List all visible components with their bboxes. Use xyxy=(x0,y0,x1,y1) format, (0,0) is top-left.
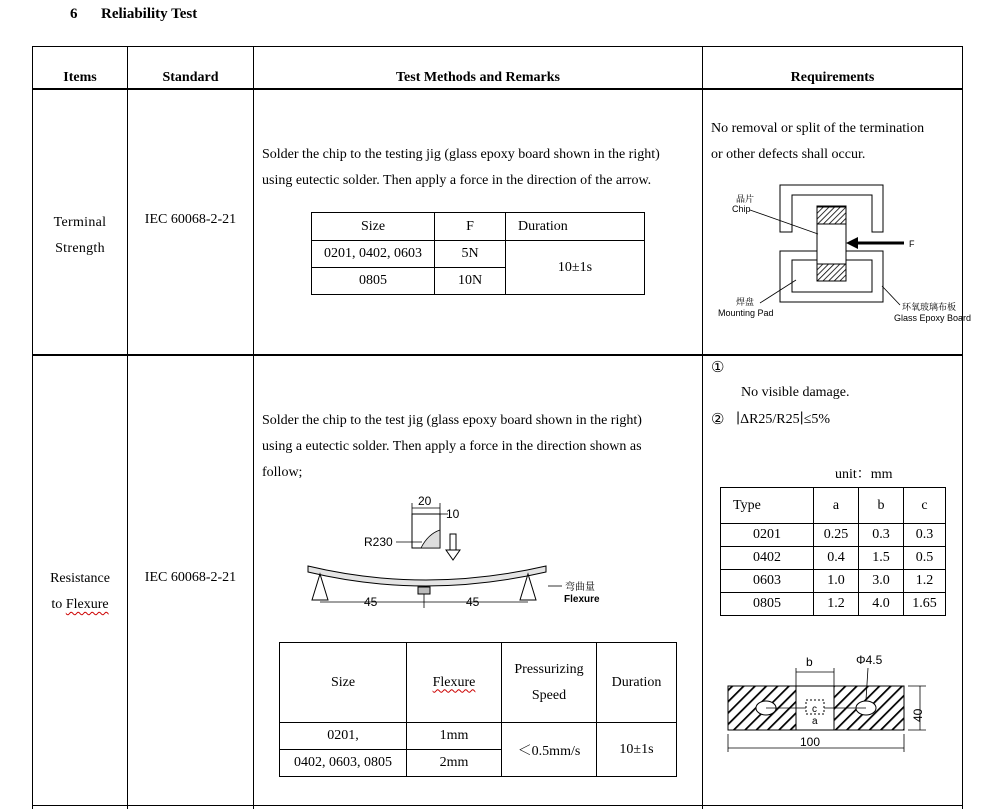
flex-duration: 10±1s xyxy=(597,723,677,777)
dim-a-label: a xyxy=(812,716,818,727)
terminal-th-size: Size xyxy=(312,213,435,241)
chip-label-en: Chip xyxy=(732,204,751,214)
dim-b-0402: 1.5 xyxy=(859,547,904,570)
flex-th-size: Size xyxy=(280,643,407,723)
table-row xyxy=(721,524,946,547)
dim-phi-label: Φ4.5 xyxy=(856,653,883,667)
dim-b-0201: 0.3 xyxy=(859,524,904,547)
row-divider xyxy=(32,354,963,356)
test-board-diagram xyxy=(722,650,942,754)
terminal-size-2: 0805 xyxy=(312,268,435,295)
flexure-label-en: Flexure xyxy=(564,594,600,605)
req-mark-2: ② xyxy=(711,412,725,428)
dim-10-label: 10 xyxy=(446,507,460,521)
terminal-th-f: F xyxy=(435,213,506,241)
test-chip xyxy=(418,587,430,594)
terminal-jig-diagram xyxy=(712,182,972,324)
item-terminal-strength xyxy=(33,210,127,262)
force-arrow xyxy=(846,237,904,249)
item-flexure-word: Flexure xyxy=(65,597,109,612)
terminal-f-2: 10N xyxy=(435,268,506,295)
col-border-right xyxy=(962,46,963,809)
requirement-terminal-line2: or other defects shall occur. xyxy=(711,147,866,162)
pad-label-cn: 焊盘 xyxy=(736,297,755,307)
dim-type-0402: 0402 xyxy=(721,547,814,570)
dim-c-0805: 1.65 xyxy=(904,593,946,616)
standard-flexure: IEC 60068-2-21 xyxy=(144,570,237,585)
press-direction-arrow xyxy=(446,534,460,560)
force-label: F xyxy=(909,239,915,249)
item-flexure-prefix: to xyxy=(51,597,66,612)
requirement-terminal-line1: No removal or split of the termination xyxy=(711,121,925,136)
flex-size-1: 0201, xyxy=(280,723,407,750)
table-row xyxy=(721,547,946,570)
dim-40-label: 40 xyxy=(911,708,925,722)
flex-flexure-1: 1mm xyxy=(407,723,502,750)
span-right-label: 45 xyxy=(466,595,480,609)
board-leader-line xyxy=(882,286,900,305)
section-title: Reliability Test xyxy=(101,6,198,22)
chip-termination-bottom xyxy=(817,264,846,281)
dim-a-0201: 0.25 xyxy=(814,524,859,547)
flex-th-duration: Duration xyxy=(597,643,677,723)
pad-label-en: Mounting Pad xyxy=(718,308,774,318)
test-board xyxy=(308,566,546,586)
dim-th-type: Type xyxy=(721,488,814,524)
standard-terminal: IEC 60068-2-21 xyxy=(144,212,237,227)
dim-type-0201: 0201 xyxy=(721,524,814,547)
col-border-items xyxy=(127,46,128,809)
req-mark-1: ① xyxy=(711,360,725,376)
item-terminal-line2: Strength xyxy=(55,241,105,256)
table-top-border xyxy=(32,46,963,47)
chip-termination-top xyxy=(817,207,846,224)
flexure-bend-diagram xyxy=(300,494,610,618)
terminal-force-table xyxy=(311,212,645,295)
flex-th-flexure-text: Flexure xyxy=(432,674,476,690)
method-flexure-line1: Solder the chip to the test jig (glass epoxy board shown in the right) xyxy=(262,413,642,428)
dim-th-b: b xyxy=(859,488,904,524)
dim-type-0603: 0603 xyxy=(721,570,814,593)
dim-a-0603: 1.0 xyxy=(814,570,859,593)
header-bottom-border xyxy=(32,88,963,90)
dim-th-a: a xyxy=(814,488,859,524)
header-requirements: Requirements xyxy=(790,70,875,85)
header-methods: Test Methods and Remarks xyxy=(396,70,560,85)
flex-th-speed-line1: Pressurizing xyxy=(514,661,584,677)
req-text-2: ∣ΔR25/R25∣≤5% xyxy=(736,412,831,427)
terminal-th-duration: Duration xyxy=(506,213,645,241)
header-standard: Standard xyxy=(162,70,219,85)
dim-type-0805: 0805 xyxy=(721,593,814,616)
method-terminal xyxy=(262,142,694,194)
dim-c-0402: 0.5 xyxy=(904,547,946,570)
dim-c-label: c xyxy=(812,704,817,715)
col-border-left xyxy=(32,46,33,809)
board-label-en: Glass Epoxy Board xyxy=(894,313,972,323)
dim-a-0402: 0.4 xyxy=(814,547,859,570)
terminal-size-1: 0201, 0402, 0603 xyxy=(312,241,435,268)
flexure-condition-table xyxy=(279,642,677,777)
method-terminal-line2: using eutectic solder. Then apply a force in the direction of the arrow. xyxy=(262,173,652,188)
item-flexure-line1: Resistance xyxy=(50,571,110,586)
flex-flexure-2: 2mm xyxy=(407,750,502,777)
terminal-f-1: 5N xyxy=(435,241,506,268)
method-flexure-line3: follow; xyxy=(262,465,303,480)
flex-size-2: 0402, 0603, 0805 xyxy=(280,750,407,777)
chip-label-cn: 晶片 xyxy=(736,194,755,204)
span-left-label: 45 xyxy=(364,595,378,609)
table-row xyxy=(721,593,946,616)
flexure-label-cn: 弯曲量 xyxy=(565,582,595,593)
flex-th-speed-line2: Speed xyxy=(531,687,567,703)
header-items: Items xyxy=(63,70,97,85)
dim-100-label: 100 xyxy=(800,735,821,749)
unit-label: unit：mm xyxy=(835,467,893,482)
flex-th-flexure xyxy=(407,643,502,723)
col-border-methods xyxy=(702,46,703,809)
support-left xyxy=(312,574,328,600)
dimension-table xyxy=(720,487,946,616)
flex-th-speed xyxy=(502,643,597,723)
method-flexure xyxy=(262,408,694,486)
method-terminal-line1: Solder the chip to the testing jig (glass epoxy board shown in the right) xyxy=(262,147,660,162)
table-row xyxy=(721,570,946,593)
table-bottom-border xyxy=(32,805,963,806)
col-border-standard xyxy=(253,46,254,809)
dim-b-label: b xyxy=(806,655,813,669)
dim-c-0603: 1.2 xyxy=(904,570,946,593)
dim-b-0603: 3.0 xyxy=(859,570,904,593)
item-terminal-line1: Terminal xyxy=(53,215,107,230)
section-heading xyxy=(70,6,197,23)
support-right xyxy=(520,574,536,600)
r230-label: R230 xyxy=(364,535,393,549)
dim-th-c: c xyxy=(904,488,946,524)
dim-a-0805: 1.2 xyxy=(814,593,859,616)
flex-speed: ＜0.5mm/s xyxy=(502,723,597,777)
req-text-1: No visible damage. xyxy=(741,385,850,400)
board-label-cn: 环氧玻璃布板 xyxy=(902,302,957,312)
section-number: 6 xyxy=(70,6,78,22)
item-flexure-line2 xyxy=(33,592,127,618)
method-flexure-line2: using a eutectic solder. Then apply a force in the direction shown as xyxy=(262,439,642,454)
dim-c-0201: 0.3 xyxy=(904,524,946,547)
requirement-terminal xyxy=(711,116,956,168)
dim-b-0805: 4.0 xyxy=(859,593,904,616)
dim-20-label: 20 xyxy=(418,494,432,508)
item-resistance-flexure xyxy=(33,566,127,618)
terminal-duration: 10±1s xyxy=(506,241,645,295)
